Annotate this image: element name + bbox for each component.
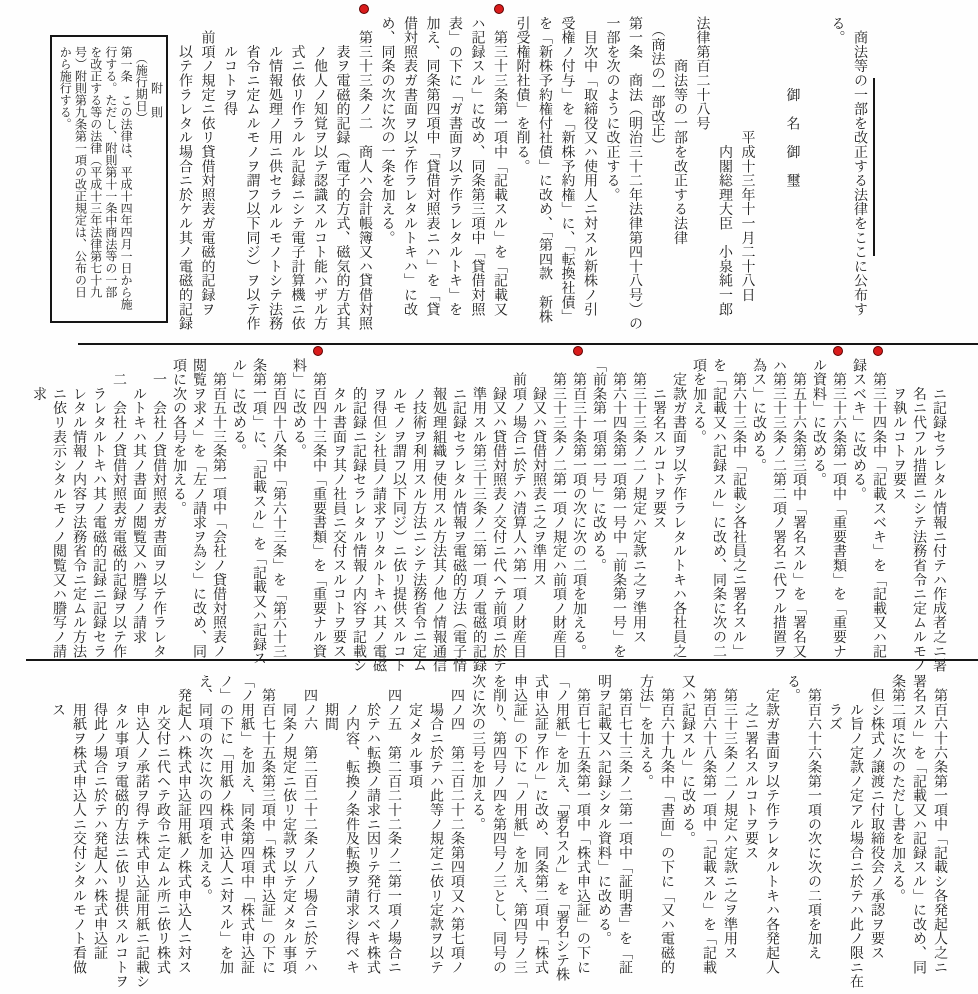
text-column: 的記録ニ記録セラレタル情報ノ内容ヲ記載シ [351,358,366,673]
text-column: 録スベキ」に改める。 [851,358,866,501]
text-column: 条第二項に次のただし書を加える。 [890,674,905,903]
text-column: 四ノ六 第二百二十二条ノ八ノ場合ニ於テハ [302,674,317,975]
appendix-text-column: から施行する。 [58,46,73,130]
text-column: 発起人ハ株式申込証用紙ノ株式申込人ニ対ス [176,674,191,975]
text-column: ル交付ニ代ヘテ政令ニ定ムル所ニ依リ株式 [155,674,170,975]
text-column: ニ署名スルコトヲ要ス [651,358,666,530]
text-column: 第百四十八条中「第六十三条」を「第六十三 [271,358,286,659]
text-column: 第百七十三条ノ二第一項中「証明書」を「証 [617,674,632,975]
text-column: 第百七十五条第一項中「株式申込証」の下に [575,674,590,975]
text-column: ノ技術ヲ利用スル方法ニシテ法務省令ニ定ム [411,358,426,673]
text-column: 「ノ用紙」を加え、「署名スル」を「署名シテ株 [554,674,569,982]
text-column: 署名スル」を「記載又ハ記録スル」に改め、同 [911,674,926,975]
text-column: 第三十六条第一項中「重要書類」を「重要ナ [828,345,848,660]
text-column: 「ノ用紙」を加え、同条第四項中「株式申込証 [239,674,254,975]
law-title-sideline [873,78,875,256]
text-column: 内閣総理大臣 小泉純一郎 [717,16,732,317]
text-column: 録又ハ貸借対照表ノ交付ニ代ヘテ前項ニ於テ [491,358,506,673]
text-column: （商法の一部改正） [649,16,665,152]
text-column [758,0,781,344]
band-bottom [0,661,978,994]
text-column: 求 [31,358,46,401]
text-column: ノ他人ノ知覚ヲ以テ認識スルコト能ハザル方 [312,16,327,331]
text-column: ニ記録セラレタル情報ヲ電磁的方法（電子情 [451,358,466,673]
text-column: 第百六十六条第一項の次に次の二項を加え [806,674,821,960]
text-column: 第三十三条ノ二 商人ハ会計帳簿又ハ貸借対照 [353,0,376,344]
red-marker-dot [494,4,504,14]
text-column: 名ニ代フル措置ニシテ法務省令ニ定ムルモノ [911,358,926,673]
text-column: 第百五十三条第一項中「会社ノ貸借対照表ノ [211,358,226,659]
text-column: 第百六十九条中「書面」の下に「又ハ電磁的 [659,674,674,975]
text-column: 明ヲ記載又ハ記録シタル資料」に改める。 [596,674,611,946]
appendix-text-column: 行する。ただし、附則第十一条中商法等の一部 [103,46,118,298]
text-column: 場合ニ於テハ此等ノ規定ニ依リ定款ヲ以テ [428,674,443,975]
text-column: ルトキハ其ノ書面ノ閲覧又ハ謄写ノ請求 [131,358,146,644]
text-column: 申込人ノ承諾ヲ得テ株式申込証用紙ニ記載シ [134,674,149,989]
text-column: 四ノ四 第二百二十二条第四項又ハ第七項ノ [449,674,464,975]
text-column: 御 名 御 璽 [784,16,800,188]
text-column: 一部を次のように改正する。 [604,16,620,202]
text-column: 第五十六条第三項中「署名スル」を「署名又 [791,358,806,659]
text-column: え、同項の次に次の四項を加える。 [197,674,212,903]
text-column: 式申込証ヲ作ル」に改め、同条第二項中「株式 [533,674,548,975]
supplementary-provisions-box [50,35,168,323]
text-column: タル事項ヲ電磁的方法ニ依リ提供スルコトヲ [113,674,128,989]
text-column: め、同条の次に次の一条を加える。 [379,16,395,245]
text-column: を「記載又ハ記録スル」に改め、同条に次の二 [711,358,726,659]
text-column: 之ニ署名スルコトヲ要ス [743,674,758,860]
text-column: 閲覧ヲ求メ」を「左ノ請求ヲ為シ」に改め、同 [191,358,206,659]
band-middle [0,345,978,673]
text-column: 表」の下に「ガ書面ヲ以テ作ラレタルトキ」を [447,16,462,317]
text-column: ルモノヲ謂フ以下同ジ）ニ依リ提供スルコト [391,358,406,673]
text-column [803,0,826,344]
text-column: 次に次の三号を加える。 [470,674,485,832]
text-column: レタル情報ノ内容ヲ法務省令ニ定ムル方法 [71,358,86,659]
text-column: 準用スル第三十三条ノ二第一項ノ電磁的記録 [471,358,486,673]
text-column: 第百六十八条第一項中「記載スル」を「記載 [701,674,716,975]
text-column: 表ヲ電磁的記録（電子的方式、磁気的方式其 [334,16,350,331]
text-column: 定メタル事項 [407,674,422,789]
appendix-text-column: 号）附則第九条第一項の改正規定は、公布の日 [73,46,88,298]
text-column: 料」に改める。 [291,358,306,459]
text-column: 第一条 商法（明治三十二年法律第四十八号）の [627,16,642,331]
appendix-text-column: （施行期日） [134,46,149,124]
text-column: 得此ノ場合ニ於テハ発起人ハ株式申込証 [92,674,107,960]
appendix-text-column: 第一条 この法律は、平成十四年四月一日から施 [119,46,134,310]
text-column: ル情報処理ノ用ニ供セラルルモノトシテ法務 [267,16,282,331]
red-marker-dot [313,346,323,356]
text-column: 但シ株式ノ譲渡ニ付取締役会ノ承認ヲ要ス [869,674,884,960]
text-column: 受権ノ付与」を「新株予約権」に、「転換社債」 [559,16,575,324]
text-column: 第三十三条ノ二第一項ノ規定ハ前項ノ財産目 [551,358,566,659]
text-column: 条第一項」に、「記載スル」を「記載又ハ記録ス [251,358,266,666]
text-column: ハ第三十三条ノ二第二項ノ署名ニ代フル措置ヲ [771,358,786,659]
text-column: 録又ハ貸借対照表ニ之ヲ準用ス [531,358,546,587]
text-column: 為ス」に改める。 [751,358,766,473]
text-column: 省令ニ定ムルモノヲ謂フ以下同ジ）ヲ以テ作 [244,16,260,331]
text-column: ニ記録セラレタル情報ニ付テハ作成者之ニ署 [931,358,946,673]
text-column: 方法」を加える。 [638,674,653,789]
text-column: 前項ノ規定ニ依リ貸借対照表ガ電磁的記録ヲ [199,16,215,317]
text-column: 項に次の各号を加える。 [171,358,186,516]
text-column: 第百三十条第一項の次に次の二項を加える。 [568,345,588,660]
text-column: ル」に改める。 [231,358,246,459]
text-column: 法律第百二十八号 [694,16,710,131]
text-column: を「新株予約権付社債」に改め、「第四款 新株 [537,16,552,324]
text-column: ス [50,674,65,717]
text-column: ル資料」に改める。 [811,358,826,487]
text-column: 申込証」の下に「ノ用紙」を加え、第四号ノ三 [512,674,527,975]
appendix-text-column: を改正する等の法律（平成十三年法律第七十九 [88,46,103,298]
text-column: 二 会社ノ貸借対照表ガ電磁的記録ヲ以テ作 [111,358,126,659]
text-column: ハ記録スル」に改め、同条第三項中「貸借対照 [469,16,485,317]
red-marker-dot [833,346,843,356]
text-column: 同条ノ規定ニ依リ定款ヲ以テ定メタル事項 [281,674,296,975]
text-column: 第六十三条中「記載シ各社員之ニ署名スル」 [731,358,746,659]
text-column: ヲ執ルコトヲ要ス [891,358,906,501]
text-column: 第百六十六条第一項中「記載シ各発起人之ニ [932,674,947,975]
text-column: 加え、同条第四項中「貸借対照表ニハ」を「貸 [424,16,440,317]
text-column: 第三十三条第一項中「記載スル」を「記載又 [488,0,511,344]
text-column: 定款ガ書面ヲ以テ作ラレタルトキハ各発起人 [764,674,779,975]
band-top [0,0,978,344]
text-column: 四ノ五 第二百二十二条ノ二第一項ノ場合ニ [386,674,401,975]
red-marker-dot [873,346,883,356]
text-column: 借対照表ガ書面ヲ以テ作ラレタルトキハ」に改 [402,16,417,317]
text-column: ノ内容、転換ノ条件及転換ヲ請求シ得ベキ [344,674,359,975]
text-column: 定款ガ書面ヲ以テ作ラレタルトキハ各社員之 [671,358,686,659]
text-column: る。 [785,674,800,703]
text-column: 期間 [323,674,338,732]
text-column: 一 会社ノ貸借対照表ガ書面ヲ以テ作ラレタ [151,358,166,659]
text-column: ラレタルトキハ其ノ電磁的記録ニ記録セラ [91,358,106,659]
text-column: 第六十四条第一項第一号中「前条第一号」を [611,358,626,659]
text-column: ル旨ノ定款ノ定アル場合ニ於テハ此ノ限ニ在 [848,674,863,989]
text-column: 商法等の一部を改正する法律 [672,16,687,245]
text-column: ノ」の下に「用紙ノ株式申込人ニ対スル」を加 [218,674,233,975]
appendix-text-column: 附 則 [149,46,164,118]
text-column: 目次中「取締役又ハ使用人ニ対スル新株ノ引 [582,16,597,317]
text-column: 引受権附社債」を削る。 [514,16,530,174]
text-column: 項を加える。 [691,358,706,444]
text-column: 前項ノ場合ニ於テハ清算人ハ第一項ノ財産目 [511,358,526,659]
text-column: ニ依リ表示シタルモノノ閲覧又ハ謄写ノ請 [51,358,66,659]
text-column: 式ニ依リ作ラルル記録ニシテ電子計算機ニ依 [289,16,305,331]
text-column: 用紙ヲ株式申込人ニ交付シタルモノト看做 [71,674,86,975]
text-column: る。 [829,16,845,45]
text-column: ラズ [827,674,842,732]
text-column: 於テハ転換ノ請求ニ因リテ発行スベキ株式 [365,674,380,975]
text-column: 第百四十三条中「重要書類」を「重要ナル資 [308,345,328,660]
text-column: を削り、第四号ノ四を第四号ノ三とし、同号の [491,674,506,975]
text-column: 又ハ記録スル」に改める。 [680,674,695,846]
red-marker-dot [573,346,583,356]
text-column: ルコトヲ得 [222,16,237,117]
text-column: 第三十四条中「記載スベキ」を「記載又ハ記 [868,345,888,660]
text-column: 平成十三年十一月二十八日 [739,16,755,302]
text-column: 第三十三条ノ二ノ規定ハ定款ニ之ヲ準用ス [722,674,737,960]
text-column: ヲ得但シ社員ノ請求アリタルトキハ其ノ電磁 [371,358,386,673]
text-column: 以テ作ラレタル場合ニ於ケル其ノ電磁的記録 [177,16,192,331]
text-column: 報処理組織ヲ使用スル方法其ノ他ノ情報通信 [431,358,446,673]
text-column: 「前条第一項第一号」に改める。 [591,358,606,573]
red-marker-dot [359,4,369,14]
text-column: 商法等の一部を改正する法律をここに公布す [852,16,867,317]
text-column: 第百七十五条第三項中「株式申込証」の下に [260,674,275,975]
text-column: 第三十三条ノ二ノ規定ハ定款ニ之ヲ準用ス [631,358,646,644]
text-column: タル書面ヲ其ノ社員ニ交付スルコトヲ要ス [331,358,346,659]
